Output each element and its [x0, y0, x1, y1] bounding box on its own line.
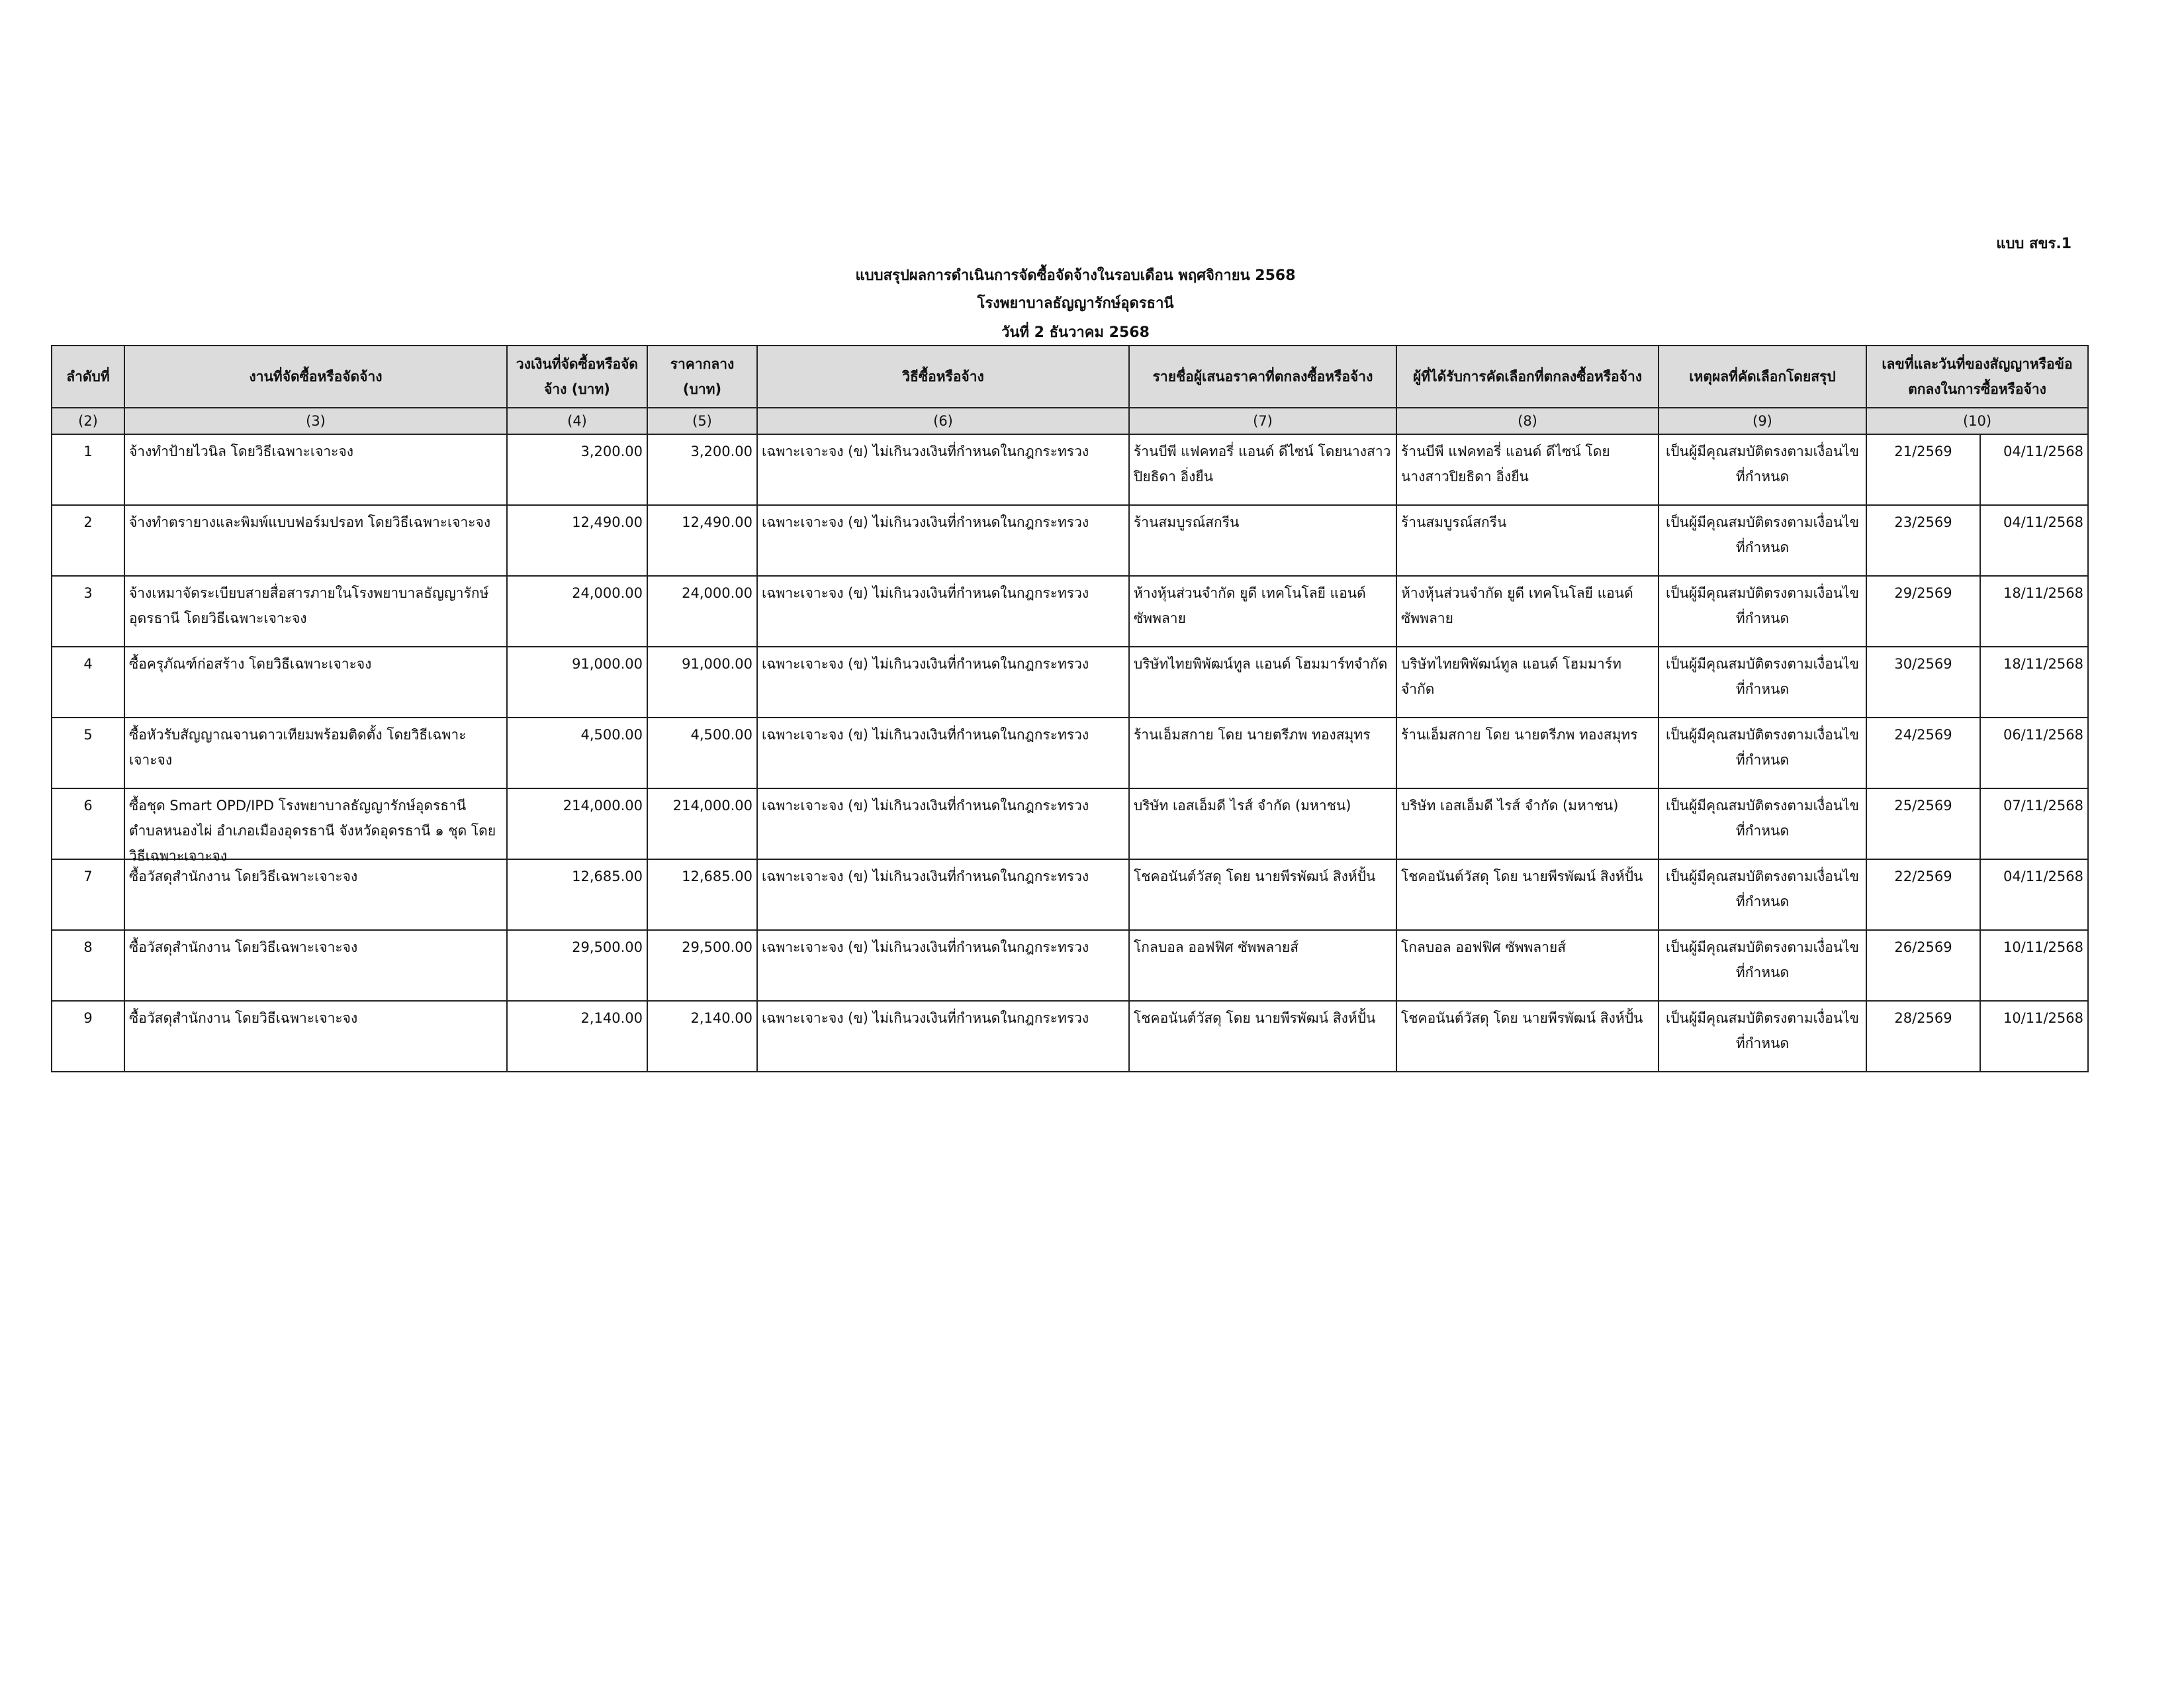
- cell-item: จ้างทำตรายางและพิมพ์แบบฟอร์มปรอท โดยวิธีเฉพาะเจาะจง: [129, 514, 491, 530]
- cell-winner: ร้านบีพี แฟคทอรี่ แอนด์ ดีไซน์ โดย นางสาวปิยธิดา อิ่งยืน: [1401, 444, 1610, 485]
- cell-no: 7: [52, 859, 124, 930]
- table-row: [52, 647, 2088, 718]
- cell-method: เฉพาะเจาะจง (ข) ไม่เกินวงเงินที่กำหนดในกฎกระทรวง: [757, 647, 1129, 718]
- cell-contract-date: 10/11/2568: [1980, 930, 2088, 1001]
- cell-budget: 4,500.00: [507, 718, 647, 788]
- cell-contract-date: 07/11/2568: [1980, 788, 2088, 859]
- cell-contract-date: 04/11/2568: [1980, 505, 2088, 576]
- cell-bidder: ร้านเอ็มสกาย โดย นายตรีภพ ทองสมุทร: [1134, 727, 1371, 743]
- cell-median-price: 24,000.00: [647, 576, 757, 647]
- header-budget: วงเงินที่จัดซื้อหรือจัดจ้าง (บาท): [507, 346, 647, 408]
- cell-contract-no: 28/2569: [1866, 1001, 1980, 1072]
- cell-contract-no: 26/2569: [1866, 930, 1980, 1001]
- cell-winner: บริษัท เอสเอ็มดี ไรส์ จำกัด (มหาชน): [1401, 798, 1619, 814]
- report-title: แบบสรุปผลการดำเนินการจัดซื้อจัดจ้างในรอบเดือน พฤศจิกายน 2568: [855, 267, 1296, 284]
- cell-median-price: 29,500.00: [647, 930, 757, 1001]
- cell-no: 9: [52, 1001, 124, 1072]
- cell-budget: 12,490.00: [507, 505, 647, 576]
- table-row: [52, 930, 2088, 1001]
- cell-item: ซื้อวัสดุสำนักงาน โดยวิธีเฉพาะเจาะจง: [129, 868, 358, 884]
- cell-contract-date: 10/11/2568: [1980, 1001, 2088, 1072]
- header-item: งานที่จัดซื้อหรือจัดจ้าง: [124, 346, 507, 408]
- cell-budget: 91,000.00: [507, 647, 647, 718]
- subheader-cell: (9): [1659, 408, 1866, 434]
- cell-no: 5: [52, 718, 124, 788]
- header-reason: เหตุผลที่คัดเลือกโดยสรุป: [1659, 346, 1866, 408]
- cell-contract-no: 29/2569: [1866, 576, 1980, 647]
- cell-method: เฉพาะเจาะจง (ข) ไม่เกินวงเงินที่กำหนดในกฎกระทรวง: [757, 576, 1129, 647]
- cell-median-price: 12,490.00: [647, 505, 757, 576]
- subheader-row: [52, 408, 2088, 434]
- cell-item: จ้างเหมาจัดระเบียบสายสื่อสารภายในโรงพยาบาลธัญญารักษ์อุดรธานี โดยวิธีเฉพาะเจาะจง: [129, 585, 489, 626]
- cell-item: ซื้อวัสดุสำนักงาน โดยวิธีเฉพาะเจาะจง: [129, 939, 358, 955]
- cell-no: 8: [52, 930, 124, 1001]
- cell-winner: โชคอนันต์วัสดุ โดย นายพีรพัฒน์ สิงห์ปั้น: [1401, 868, 1643, 884]
- cell-median-price: 12,685.00: [647, 859, 757, 930]
- subheader-cell: (3): [124, 408, 507, 434]
- subheader-cell: (6): [757, 408, 1129, 434]
- cell-reason: เป็นผู้มีคุณสมบัติตรงตามเงื่อนไขที่กำหนด: [1659, 788, 1866, 859]
- cell-reason: เป็นผู้มีคุณสมบัติตรงตามเงื่อนไขที่กำหนด: [1659, 434, 1866, 505]
- cell-reason: เป็นผู้มีคุณสมบัติตรงตามเงื่อนไขที่กำหนด: [1659, 647, 1866, 718]
- cell-reason: เป็นผู้มีคุณสมบัติตรงตามเงื่อนไขที่กำหนด: [1659, 718, 1866, 788]
- cell-bidder: โกลบอล ออฟฟิศ ซัพพลายส์: [1134, 939, 1299, 955]
- cell-reason: เป็นผู้มีคุณสมบัติตรงตามเงื่อนไขที่กำหนด: [1659, 505, 1866, 576]
- cell-item: ซื้อหัวรับสัญญาณจานดาวเทียมพร้อมติดตั้ง โดยวิธีเฉพาะเจาะจง: [129, 727, 467, 768]
- table-row: [52, 788, 2088, 859]
- cell-median-price: 4,500.00: [647, 718, 757, 788]
- cell-median-price: 214,000.00: [647, 788, 757, 859]
- subheader-cell: (10): [1866, 408, 2088, 434]
- report-date: วันที่ 2 ธันวาคม 2568: [1001, 324, 1150, 341]
- cell-contract-no: 23/2569: [1866, 505, 1980, 576]
- cell-winner: ห้างหุ้นส่วนจำกัด ยูดี เทคโนโลยี แอนด์ ซัพพลาย: [1401, 585, 1633, 626]
- header-row: [52, 346, 2088, 408]
- cell-reason: เป็นผู้มีคุณสมบัติตรงตามเงื่อนไขที่กำหนด: [1659, 576, 1866, 647]
- table-row: [52, 505, 2088, 576]
- cell-bidder: ร้านสมบูรณ์สกรีน: [1134, 514, 1240, 530]
- cell-reason: เป็นผู้มีคุณสมบัติตรงตามเงื่อนไขที่กำหนด: [1659, 859, 1866, 930]
- cell-method: เฉพาะเจาะจง (ข) ไม่เกินวงเงินที่กำหนดในกฎกระทรวง: [757, 505, 1129, 576]
- cell-bidder: โชคอนันต์วัสดุ โดย นายพีรพัฒน์ สิงห์ปั้น: [1134, 868, 1376, 884]
- cell-budget: 24,000.00: [507, 576, 647, 647]
- cell-median-price: 3,200.00: [647, 434, 757, 505]
- header-winner: ผู้ที่ได้รับการคัดเลือกที่ตกลงซื้อหรือจ้าง: [1396, 346, 1659, 408]
- cell-method: เฉพาะเจาะจง (ข) ไม่เกินวงเงินที่กำหนดในกฎกระทรวง: [757, 788, 1129, 859]
- cell-item: ซื้อชุด Smart OPD/IPD โรงพยาบาลธัญญารักษ์อุดรธานี ตำบลหนองไผ่ อำเภอเมืองอุดรธานี จังหวัดอุดรธานี ๑ ชุด โดยวิธีเฉพาะเจาะจง: [129, 798, 496, 864]
- header-method: วิธีซื้อหรือจ้าง: [757, 346, 1129, 408]
- subheader-cell: (5): [647, 408, 757, 434]
- cell-budget: 3,200.00: [507, 434, 647, 505]
- header-bidders: รายชื่อผู้เสนอราคาที่ตกลงซื้อหรือจ้าง: [1129, 346, 1396, 408]
- cell-winner: บริษัทไทยพิพัฒน์ทูล แอนด์ โฮมมาร์ทจำกัด: [1401, 656, 1621, 697]
- cell-contract-date: 18/11/2568: [1980, 576, 2088, 647]
- cell-method: เฉพาะเจาะจง (ข) ไม่เกินวงเงินที่กำหนดในกฎกระทรวง: [757, 718, 1129, 788]
- cell-bidder: โชคอนันต์วัสดุ โดย นายพีรพัฒน์ สิงห์ปั้น: [1134, 1010, 1376, 1026]
- cell-method: เฉพาะเจาะจง (ข) ไม่เกินวงเงินที่กำหนดในกฎกระทรวง: [757, 434, 1129, 505]
- header-median-price: ราคากลาง (บาท): [647, 346, 757, 408]
- cell-winner: โชคอนันต์วัสดุ โดย นายพีรพัฒน์ สิงห์ปั้น: [1401, 1010, 1643, 1026]
- cell-item: จ้างทำป้ายไวนิล โดยวิธีเฉพาะเจาะจง: [129, 444, 354, 459]
- cell-item: ซื้อวัสดุสำนักงาน โดยวิธีเฉพาะเจาะจง: [129, 1010, 358, 1026]
- cell-no: 6: [52, 788, 124, 859]
- table-row: [52, 576, 2088, 647]
- cell-reason: เป็นผู้มีคุณสมบัติตรงตามเงื่อนไขที่กำหนด: [1659, 930, 1866, 1001]
- cell-bidder: บริษัท เอสเอ็มดี ไรส์ จำกัด (มหาชน): [1134, 798, 1351, 814]
- subheader-cell: (7): [1129, 408, 1396, 434]
- cell-item: ซื้อครุภัณฑ์ก่อสร้าง โดยวิธีเฉพาะเจาะจง: [129, 656, 372, 672]
- table-row: [52, 859, 2088, 930]
- cell-budget: 214,000.00: [507, 788, 647, 859]
- cell-no: 4: [52, 647, 124, 718]
- cell-method: เฉพาะเจาะจง (ข) ไม่เกินวงเงินที่กำหนดในกฎกระทรวง: [757, 1001, 1129, 1072]
- subheader-cell: (4): [507, 408, 647, 434]
- cell-contract-date: 18/11/2568: [1980, 647, 2088, 718]
- cell-bidder: ร้านบีพี แฟคทอรี่ แอนด์ ดีไซน์ โดยนางสาวปิยธิดา อิ่งยืน: [1134, 444, 1391, 485]
- cell-budget: 2,140.00: [507, 1001, 647, 1072]
- cell-no: 1: [52, 434, 124, 505]
- cell-winner: ร้านสมบูรณ์สกรีน: [1401, 514, 1507, 530]
- cell-method: เฉพาะเจาะจง (ข) ไม่เกินวงเงินที่กำหนดในกฎกระทรวง: [757, 930, 1129, 1001]
- header-contract: เลขที่และวันที่ของสัญญาหรือข้อตกลงในการซื้อหรือจ้าง: [1866, 346, 2088, 408]
- cell-contract-no: 24/2569: [1866, 718, 1980, 788]
- cell-method: เฉพาะเจาะจง (ข) ไม่เกินวงเงินที่กำหนดในกฎกระทรวง: [757, 859, 1129, 930]
- cell-bidder: บริษัทไทยพิพัฒน์ทูล แอนด์ โฮมมาร์ทจำกัด: [1134, 656, 1388, 672]
- cell-winner: โกลบอล ออฟฟิศ ซัพพลายส์: [1401, 939, 1567, 955]
- table-row: [52, 718, 2088, 788]
- cell-median-price: 2,140.00: [647, 1001, 757, 1072]
- cell-contract-no: 30/2569: [1866, 647, 1980, 718]
- cell-contract-no: 25/2569: [1866, 788, 1980, 859]
- cell-no: 3: [52, 576, 124, 647]
- table-row: [52, 1001, 2088, 1072]
- cell-contract-date: 04/11/2568: [1980, 859, 2088, 930]
- cell-contract-date: 04/11/2568: [1980, 434, 2088, 505]
- procurement-table: [51, 345, 2089, 1072]
- cell-median-price: 91,000.00: [647, 647, 757, 718]
- cell-winner: ร้านเอ็มสกาย โดย นายตรีภพ ทองสมุทร: [1401, 727, 1638, 743]
- header-no: ลำดับที่: [52, 346, 124, 408]
- cell-budget: 12,685.00: [507, 859, 647, 930]
- cell-contract-no: 22/2569: [1866, 859, 1980, 930]
- cell-contract-no: 21/2569: [1866, 434, 1980, 505]
- cell-no: 2: [52, 505, 124, 576]
- cell-contract-date: 06/11/2568: [1980, 718, 2088, 788]
- form-code: แบบ สขร.1: [1996, 236, 2071, 252]
- subheader-cell: (2): [52, 408, 124, 434]
- cell-bidder: ห้างหุ้นส่วนจำกัด ยูดี เทคโนโลยี แอนด์ ซัพพลาย: [1134, 585, 1366, 626]
- cell-budget: 29,500.00: [507, 930, 647, 1001]
- table-row: [52, 434, 2088, 505]
- subheader-cell: (8): [1396, 408, 1659, 434]
- organization-name: โรงพยาบาลธัญญารักษ์อุดรธานี: [977, 295, 1174, 312]
- cell-reason: เป็นผู้มีคุณสมบัติตรงตามเงื่อนไขที่กำหนด: [1659, 1001, 1866, 1072]
